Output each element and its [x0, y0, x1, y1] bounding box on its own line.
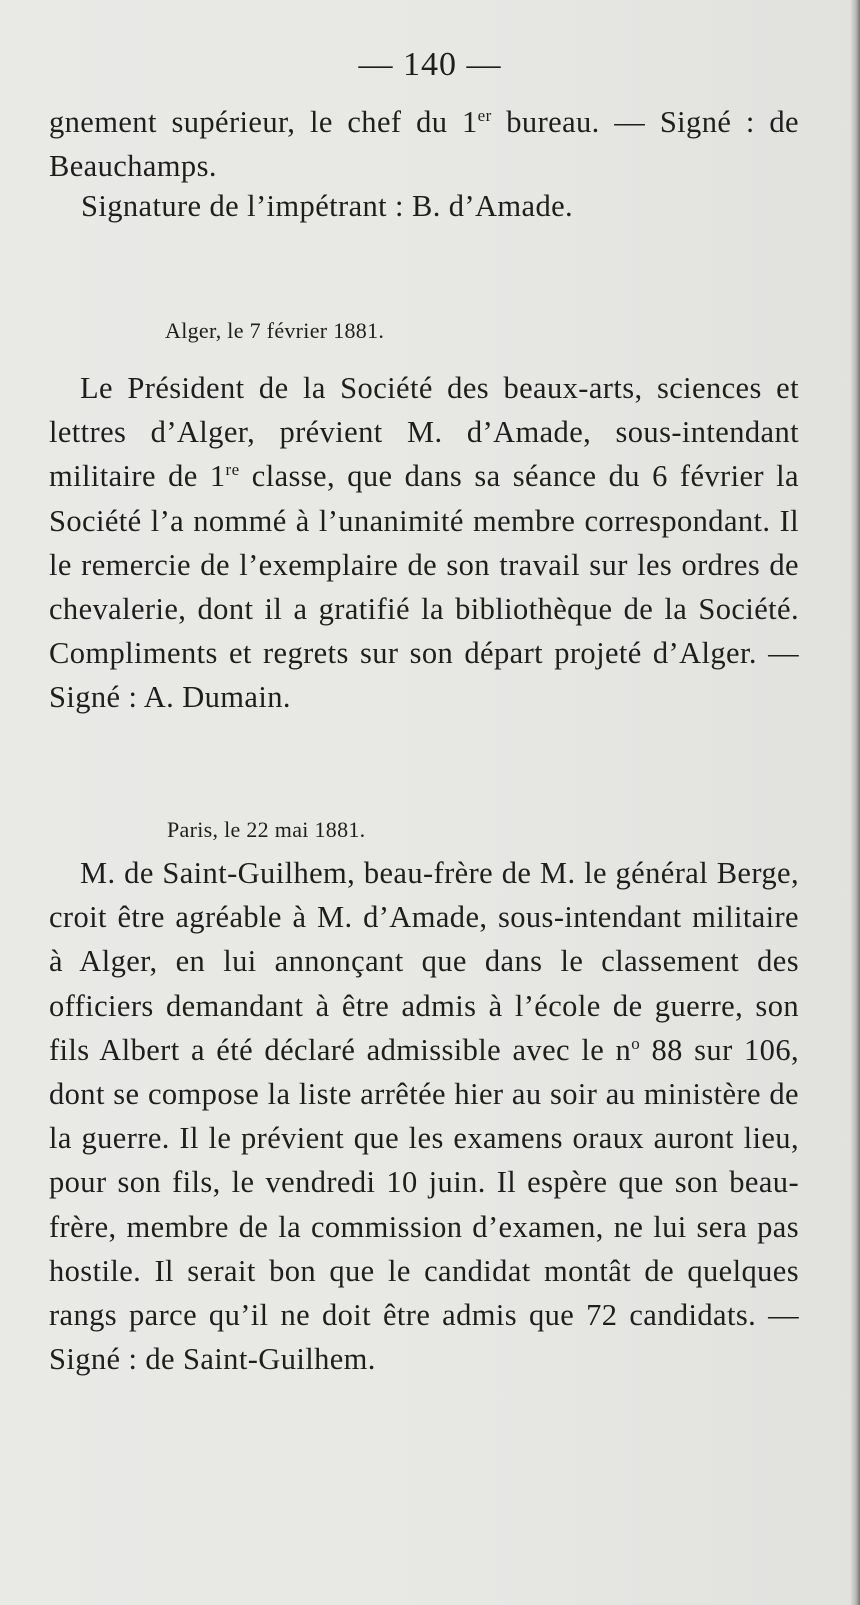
superscript: re [225, 460, 240, 480]
paragraph-saint-guilhem [49, 851, 799, 1381]
paragraph-text: M. de Saint-Guilhem, beau-frère de M. le général Berge, croit être agréable à M. d’Amade, sous-intendant militaire à Alger, en lui annonçant que dans le classement des officiers demandant à être admis à l’école de guerre, son fils Albert a été déclaré admissible avec le n [49, 856, 799, 1067]
page-edge-shadow [850, 0, 860, 1605]
paragraph-continuation [49, 100, 799, 188]
paragraph-text: Le Président de la Société des beaux-arts, sciences et lettres d’Alger, prévient M. d’Amade, sous-intendant militaire de 1 [49, 371, 799, 494]
superscript: er [477, 105, 492, 125]
paragraph-text: gnement supérieur, le chef du 1 [49, 105, 478, 139]
paragraph-societe [49, 366, 799, 720]
paragraph-text: bureau. — Signé : de Beauchamps. [49, 105, 799, 184]
dateline-paris: Paris, le 22 mai 1881. [167, 817, 366, 842]
signature-line: Signature de l’impétrant : B. d’Amade. [81, 189, 574, 223]
page-number: — 140 — [358, 46, 502, 83]
dateline-alger: Alger, le 7 février 1881. [165, 318, 385, 343]
paragraph-text: classe, que dans sa séance du 6 février la Société l’a nommé à l’unanimité membre correspondant. Il le remercie de l’exemplaire de son travail sur les ordres de chevalerie, dont il a gratifié la bibliothèque de la Société. Compliments et regrets sur son départ projeté d’Alger. — Signé : A. Dumain. [49, 459, 799, 715]
paragraph-text: 88 sur 106, dont se compose la liste arrêtée hier au soir au ministère de la guerre. Il le prévient que les examens oraux auront lieu, pour son fils, le vendredi 10 juin. Il espère que son beau-frère, membre de la commission d’examen, ne lui sera pas hostile. Il serait bon que le candidat montât de quelques rangs parce qu’il ne doit être admis que 72 candidats. — Signé : de Saint-Guilhem. [49, 1032, 799, 1377]
superscript: o [631, 1033, 641, 1053]
